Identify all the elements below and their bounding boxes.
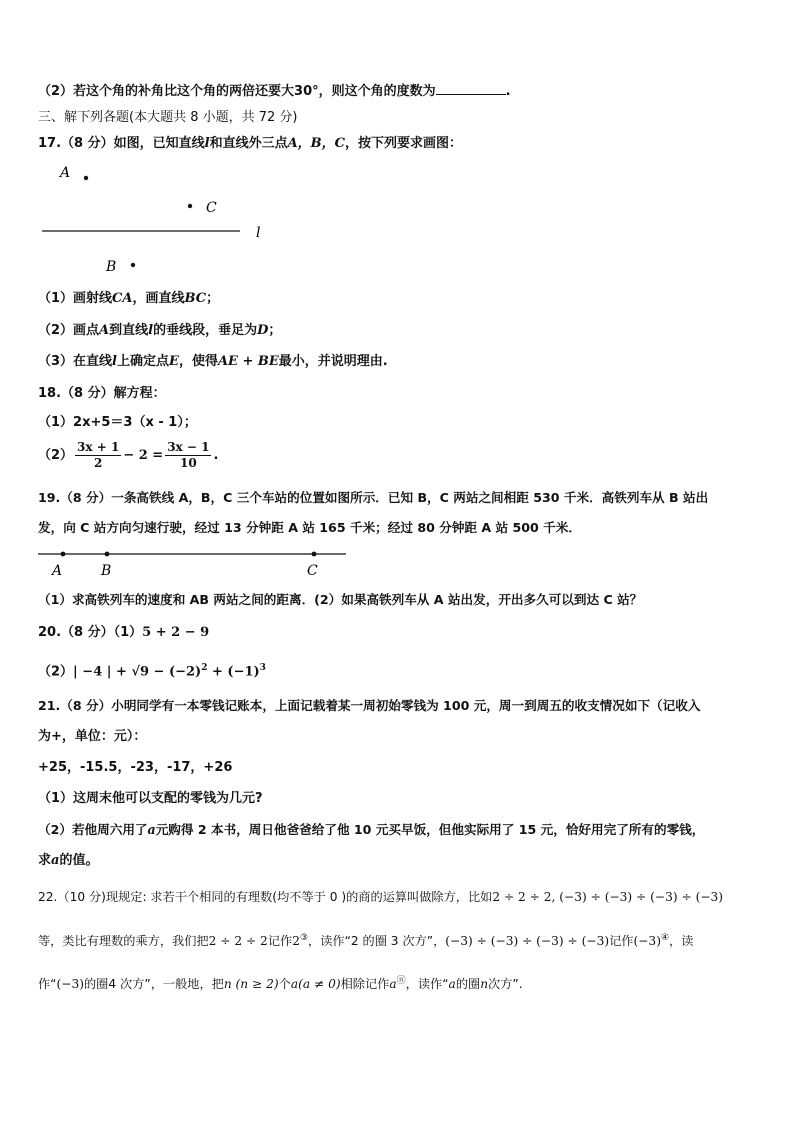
- q20-part1: [38, 624, 209, 642]
- fig19-point-b: [105, 552, 110, 557]
- q22-line3-end: 次方”.: [488, 977, 523, 992]
- fig19-label-a: A: [52, 563, 63, 579]
- q22-line2-pow1-sup: ③: [299, 933, 309, 943]
- q17-p2-a: A: [99, 323, 110, 338]
- q22-line3-base: (−3): [56, 977, 84, 992]
- q18-f1-numerator: 3x + 1: [77, 440, 120, 454]
- q20-part2: [38, 659, 266, 681]
- q18-f1-denominator: 2: [94, 456, 103, 470]
- q17-part1: [38, 290, 219, 308]
- q20-p2-pre: （2）: [38, 664, 74, 680]
- q22-line3-pre: 作“: [38, 977, 57, 992]
- q18-f2-denominator: 10: [179, 456, 197, 470]
- q19-subquestions: （1）求高铁列车的速度和 AB 两站之间的距离．(2）如果高铁列车从 A 站出发，开出多久可以到达 C 站？: [38, 592, 643, 607]
- fig19-label-b: B: [101, 563, 112, 579]
- q22-line1: [38, 888, 723, 906]
- q21-p2-post: 元购得 2 本书，周日他爸爸给了他 10 元买早饭，但他实际用了 15 元，恰好用完了所有的零钱，: [155, 822, 705, 837]
- q22-line3-a: a: [290, 977, 299, 992]
- q17-p1-ca: CA: [112, 291, 133, 306]
- q17-header-end: ，按下列要求画图：: [345, 136, 463, 151]
- fig17-label-a: A: [60, 165, 71, 181]
- q18-end: .: [213, 448, 219, 463]
- q17-p1-end: ；: [206, 291, 220, 306]
- q19-figure: [0, 545, 360, 581]
- q22-line2-end: ，读: [669, 934, 694, 949]
- q22-line2-pow2: (−3): [633, 934, 661, 949]
- fig19-point-a: [61, 552, 66, 557]
- q21-line1: 21.（8 分）小明同学有一本零钱记账本，上面记载着某一周初始零钱为 100 元，周一到周五的收支情况如下（记收入: [38, 698, 701, 713]
- q21-p2-pre: （2）若他周六用了: [38, 822, 148, 837]
- section-heading: 三、解下列各题(本大题共 8 小题，共 72 分): [38, 110, 298, 125]
- q17-p1-pre: （1）画射线: [38, 291, 113, 306]
- q16-part2-text: （2）若这个角的补角比这个角的两倍还要大30°，则这个角的度数为: [38, 84, 436, 99]
- q22-line3-an-sup: ⓝ: [396, 976, 406, 986]
- q17-figure: [0, 155, 300, 285]
- q22-line3-mid2: 个: [278, 977, 291, 992]
- q18-f2-numerator: 3x − 1: [167, 440, 210, 454]
- q17-p2-mid2: 的垂线段，垂足为: [153, 323, 258, 338]
- q22-line3-a2: a: [448, 977, 456, 992]
- q17-p2-d: D: [257, 323, 269, 338]
- q18-header: 18.（8 分）解方程：: [38, 386, 166, 401]
- q17-p1-mid: ，画直线: [132, 291, 185, 306]
- q17-header: [38, 135, 462, 153]
- q22-line1-pre: 22.（10 分)现规定: 求若干个相同的有理数(均不等于 0 )的商的运算叫做除方，比如: [38, 890, 493, 904]
- q22-line1-expr: 2 ÷ 2 ÷ 2, (−3) ÷ (−3) ÷ (−3) ÷ (−3): [492, 890, 724, 904]
- q17-part2: [38, 322, 281, 340]
- fig17-label-c: C: [206, 200, 217, 216]
- q17-p3-e: E: [169, 354, 179, 369]
- q17-p3-mid: 上确定点: [117, 354, 170, 369]
- q22-line2-pow1: 2: [292, 934, 300, 949]
- q17-p2-mid: 到直线: [109, 323, 149, 338]
- q18-part1: （1）2x+5＝3（x - 1）；: [38, 415, 197, 430]
- q18-fraction-2: [165, 440, 211, 471]
- q18-mid: − 2 =: [123, 448, 164, 463]
- q19-line2: 发，向 C 站方向匀速行驶，经过 13 分钟距 A 站 165 千米；经过 80 分钟距 A 站 500 千米．: [38, 520, 581, 535]
- q17-p3-expr: AE + BE: [217, 354, 279, 369]
- q22-line3-n2: n: [480, 977, 489, 992]
- q21-p2b-a: a: [51, 853, 60, 868]
- q18-part2: [38, 440, 218, 472]
- q22-line3-mid4: ，读作“: [405, 977, 449, 992]
- q17-p3-end: 最小，并说明理由.: [278, 354, 388, 369]
- q22-line3: [38, 972, 523, 993]
- q22-line2-expr2: (−3) ÷ (−3) ÷ (−3) ÷ (−3): [445, 934, 610, 949]
- fig19-point-c: [312, 552, 317, 557]
- q22-line2-mid1: 记作: [267, 934, 293, 949]
- q17-p2-l: l: [148, 323, 154, 338]
- q22-line2-mid3: 记作: [609, 934, 634, 949]
- q21-p2-a: a: [147, 822, 156, 837]
- q22-line2-mid2: ，读作“2 的圈 3 次方”，: [308, 934, 446, 949]
- q21-p2b-post: 的值。: [59, 853, 99, 868]
- q22-line2: [38, 929, 693, 950]
- q22-line2-expr1: 2 ÷ 2 ÷ 2: [208, 934, 268, 949]
- q21-p2b-pre: 求: [38, 853, 52, 868]
- q17-header-text: 17.（8 分）如图，已知直线: [38, 136, 205, 151]
- q20-expr2a: | −4 | + √9 − (−2): [73, 664, 202, 680]
- q17-header-points: A，B，C: [287, 136, 345, 151]
- q21-values: +25，-15.5，-23，-17，+26: [38, 760, 233, 775]
- fig17-label-b: B: [106, 259, 117, 275]
- fig17-point-b: [131, 263, 135, 267]
- q22-line3-mid3: 相除记作: [340, 977, 390, 992]
- fig17-point-a: [84, 176, 88, 180]
- q22-line3-an: a: [389, 977, 397, 992]
- q22-line2-pre: 等，类比有理数的乘方，我们把: [38, 934, 209, 949]
- q21-part1: （1）这周末他可以支配的零钱为几元?: [38, 791, 263, 806]
- q20-expr2b: + (−1): [207, 664, 260, 680]
- q22-line3-cond: (a ≠ 0): [298, 977, 341, 992]
- q21-part2: [38, 821, 704, 839]
- fig17-label-l: l: [256, 225, 261, 241]
- q16-part2: [38, 82, 511, 101]
- q17-header-l: l: [204, 136, 210, 151]
- q22-line3-mid: 的圈4 次方”，一般地，把: [84, 977, 224, 992]
- q18-fraction-1: [75, 440, 121, 471]
- q21-part2-cont: [38, 852, 98, 870]
- answer-blank: [436, 82, 506, 95]
- q21-line2: 为+，单位：元）：: [38, 729, 147, 744]
- q20-header: 20.（8 分）（1）: [38, 625, 143, 640]
- q20-expr1: 5 + 2 − 9: [142, 625, 210, 640]
- q17-p2-end: ；: [268, 323, 282, 338]
- q17-p3-l: l: [112, 354, 117, 369]
- q17-p1-bc: BC: [184, 291, 207, 306]
- q17-header-mid: 和直线外三点: [209, 136, 288, 151]
- q22-line3-n: n (n ≥ 2): [223, 977, 279, 992]
- q22-line2-pow2-sup: ④: [660, 933, 670, 943]
- fig19-label-c: C: [307, 563, 318, 579]
- q17-p3-mid2: ，使得: [178, 354, 218, 369]
- q20-exponent-2: 3: [259, 663, 266, 673]
- q22-line3-mid5: 的圈: [455, 977, 481, 992]
- q17-p2-pre: （2）画点: [38, 323, 100, 338]
- q16-part2-end: .: [505, 84, 511, 99]
- q20-exponent-1: 2: [201, 663, 208, 673]
- q17-part3: [38, 353, 388, 371]
- q18-p2-pre: （2）: [38, 448, 74, 463]
- fig17-point-c: [188, 204, 192, 208]
- q17-p3-pre: （3）在直线: [38, 354, 113, 369]
- q19-line1: 19.（8 分）一条高铁线 A，B，C 三个车站的位置如图所示．已知 B，C 两站之间相距 530 千米．高铁列车从 B 站出: [38, 490, 709, 505]
